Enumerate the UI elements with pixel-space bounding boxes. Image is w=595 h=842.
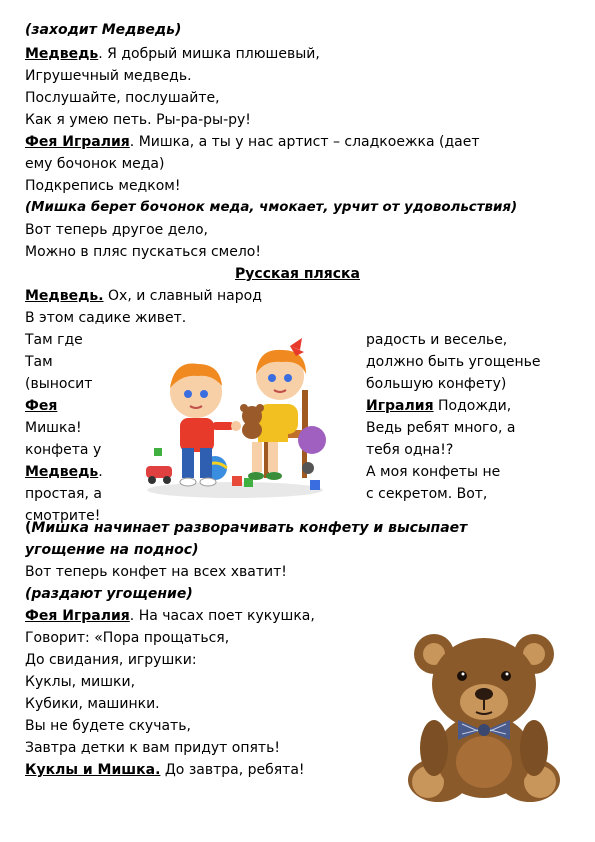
teddy-bear-picture (398, 630, 570, 806)
verse-line: должно быть угощенье (366, 354, 541, 370)
speech-line (25, 760, 305, 780)
verse-line: ему бочонок меда) (25, 156, 165, 172)
speaker-name: Медведь. (25, 288, 104, 304)
speech-line (25, 606, 315, 626)
verse-line: радость и веселье, (366, 332, 508, 348)
verse-line: с секретом. Вот, (366, 486, 488, 502)
speech-line (25, 44, 320, 64)
verse-line: Там где (25, 332, 83, 348)
speech-text: . На часах поет кукушка, (129, 608, 315, 624)
speech-line (25, 286, 262, 306)
speech-text: До завтра, ребята! (160, 762, 305, 778)
speaker-name: Медведь (25, 46, 99, 62)
verse-line: А моя конфеты не (366, 464, 501, 480)
stage-direction: угощение на поднос) (25, 542, 199, 558)
speech-text: Ох, и славный народ (103, 288, 262, 304)
stage-direction: (Мишка берет бочонок меда, чмокает, урчит от удовольствия) (25, 200, 518, 215)
speaker-name: Фея (25, 398, 58, 414)
verse-line: Послушайте, послушайте, (25, 90, 220, 106)
speaker-name: Фея Игралия (25, 134, 130, 150)
speech-text: . (98, 464, 103, 480)
stage-direction-text: Мишка начинает разворачивать конфету и высыпает (31, 520, 468, 536)
verse-line: (выносит (25, 376, 93, 392)
speaker-name: Куклы и Мишка. (25, 762, 161, 778)
verse-line: Там (25, 354, 53, 370)
verse-line: Ведь ребят много, а (366, 420, 516, 436)
verse-line: Завтра детки к вам придут опять! (25, 740, 280, 756)
verse-line: Говорит: «Пора прощаться, (25, 630, 230, 646)
speech-line (366, 396, 511, 416)
verse-line: простая, а (25, 486, 102, 502)
speech-text: . Мишка, а ты у нас артист – сладкоежка (дает (129, 134, 480, 150)
stage-direction: (заходит Медведь) (25, 22, 182, 38)
verse-line: Как я умею петь. Ры-ра-ры-ру! (25, 112, 251, 128)
speech-text: . Я добрый мишка плюшевый, (98, 46, 320, 62)
speech-text: Подожди, (433, 398, 512, 414)
verse-line: Мишка! (25, 420, 82, 436)
stage-direction (25, 518, 467, 538)
speaker-name: Игралия (366, 398, 434, 414)
verse-line: большую конфету) (366, 376, 507, 392)
verse-line: конфета у (25, 442, 102, 458)
stage-direction: (раздают угощение) (25, 586, 193, 602)
speaker-name: Фея Игралия (25, 608, 130, 624)
children-illustration (140, 330, 330, 500)
speaker-name: Медведь (25, 464, 99, 480)
paren-open: ( (25, 520, 32, 536)
verse-line: Подкрепись медком! (25, 178, 181, 194)
verse-line: Куклы, мишки, (25, 674, 136, 690)
verse-line: В этом садике живет. (25, 310, 187, 326)
verse-line: тебя одна!? (366, 442, 454, 458)
verse-line: Вот теперь другое дело, (25, 222, 208, 238)
speech-line (25, 132, 480, 152)
speech-line (25, 462, 103, 482)
verse-line: Вот теперь конфет на всех хватит! (25, 564, 287, 580)
verse-line: Можно в пляс пускаться смело! (25, 244, 261, 260)
section-title: Русская пляска (235, 266, 360, 282)
verse-line: Кубики, машинки. (25, 696, 160, 712)
verse-line: Игрушечный медведь. (25, 68, 192, 84)
verse-line: До свидания, игрушки: (25, 652, 197, 668)
verse-line: Вы не будете скучать, (25, 718, 191, 734)
verse-line: смотрите! (25, 508, 101, 524)
